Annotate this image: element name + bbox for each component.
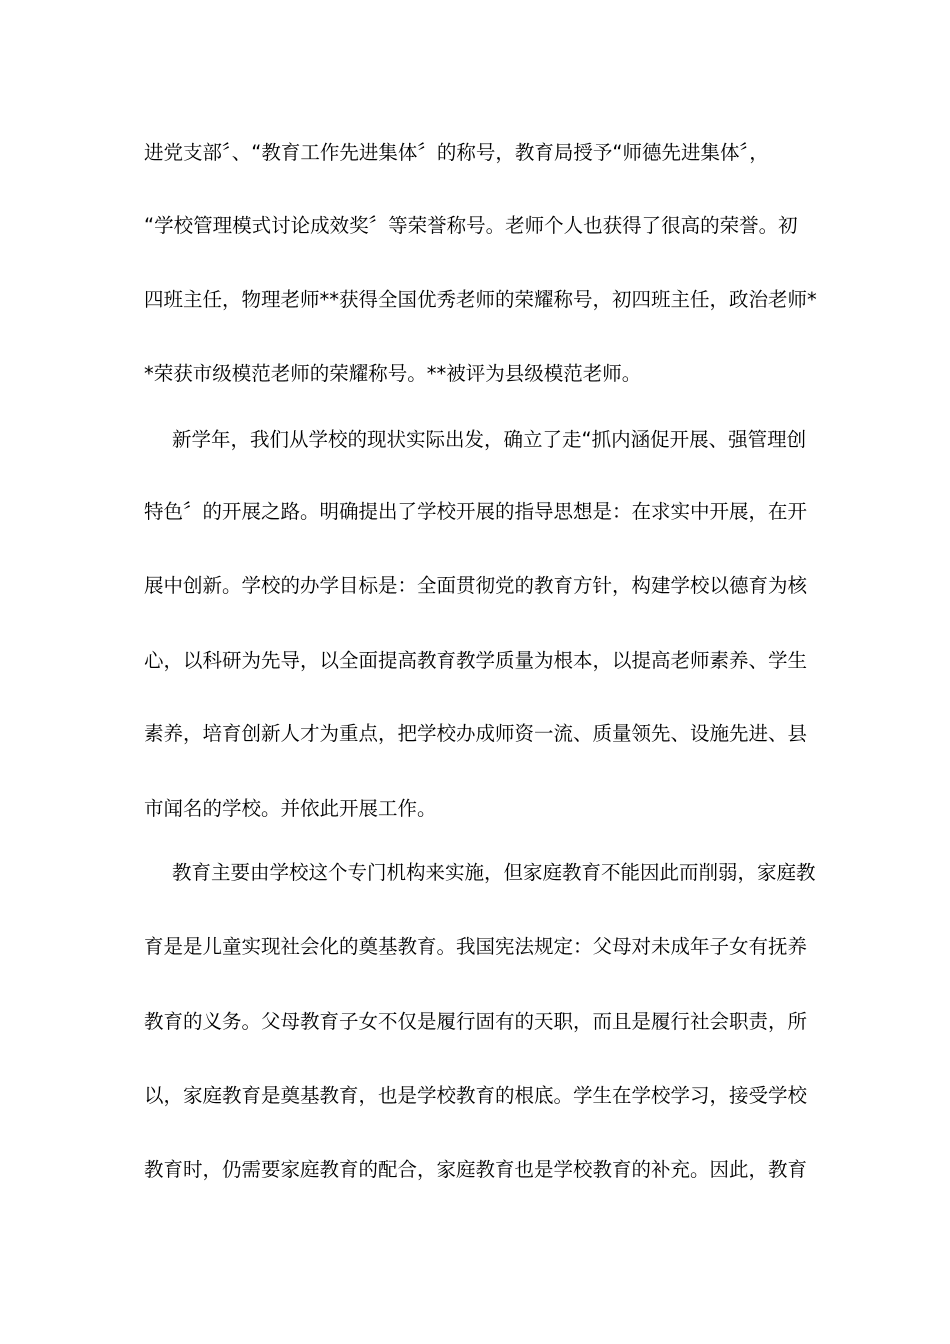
text-line-14: 以，家庭教育是奠基教育，也是学校教育的根底。学生在学校学习，接受学校 [144,1084,808,1107]
text-line-3: 四班主任，物理老师**获得全国优秀老师的荣耀称号，初四班主任，政治老师* [144,288,817,311]
text-line-13: 教育的义务。父母教育子女不仅是履行固有的天职，而且是履行社会职责，所 [144,1010,808,1033]
text-line-7: 展中创新。学校的办学目标是：全面贯彻党的教育方针，构建学校以德育为核 [144,574,808,597]
text-line-1: 进党支部〞、“教育工作先进集体〞的称号，教育局授予“师德先进集体〞， [144,141,769,164]
text-line-12: 育是是儿童实现社会化的奠基教育。我国宪法规定：父母对未成年子女有抚养 [144,935,808,958]
text-line-15: 教育时，仍需要家庭教育的配合，家庭教育也是学校教育的补充。因此，教育 [144,1158,808,1181]
text-line-2: “学校管理模式讨论成效奖〞等荣誉称号。老师个人也获得了很高的荣誉。初 [144,214,798,237]
text-line-4: *荣获市级模范老师的荣耀称号。**被评为县级模范老师。 [144,362,642,385]
text-line-5: 新学年，我们从学校的现状实际出发，确立了走“抓内涵促开展、强管理创 [172,428,807,451]
text-line-6: 特色〞的开展之路。明确提出了学校开展的指导思想是：在求实中开展，在开 [144,500,808,523]
text-line-8: 心，以科研为先导，以全面提高教育教学质量为根本，以提高老师素养、学生 [144,649,808,672]
text-line-11: 教育主要由学校这个专门机构来实施，但家庭教育不能因此而削弱，家庭教 [172,861,816,884]
text-line-10: 市闻名的学校。并依此开展工作。 [144,797,437,820]
text-line-9: 素养，培育创新人才为重点，把学校办成师资一流、质量领先、设施先进、县 [144,722,808,745]
